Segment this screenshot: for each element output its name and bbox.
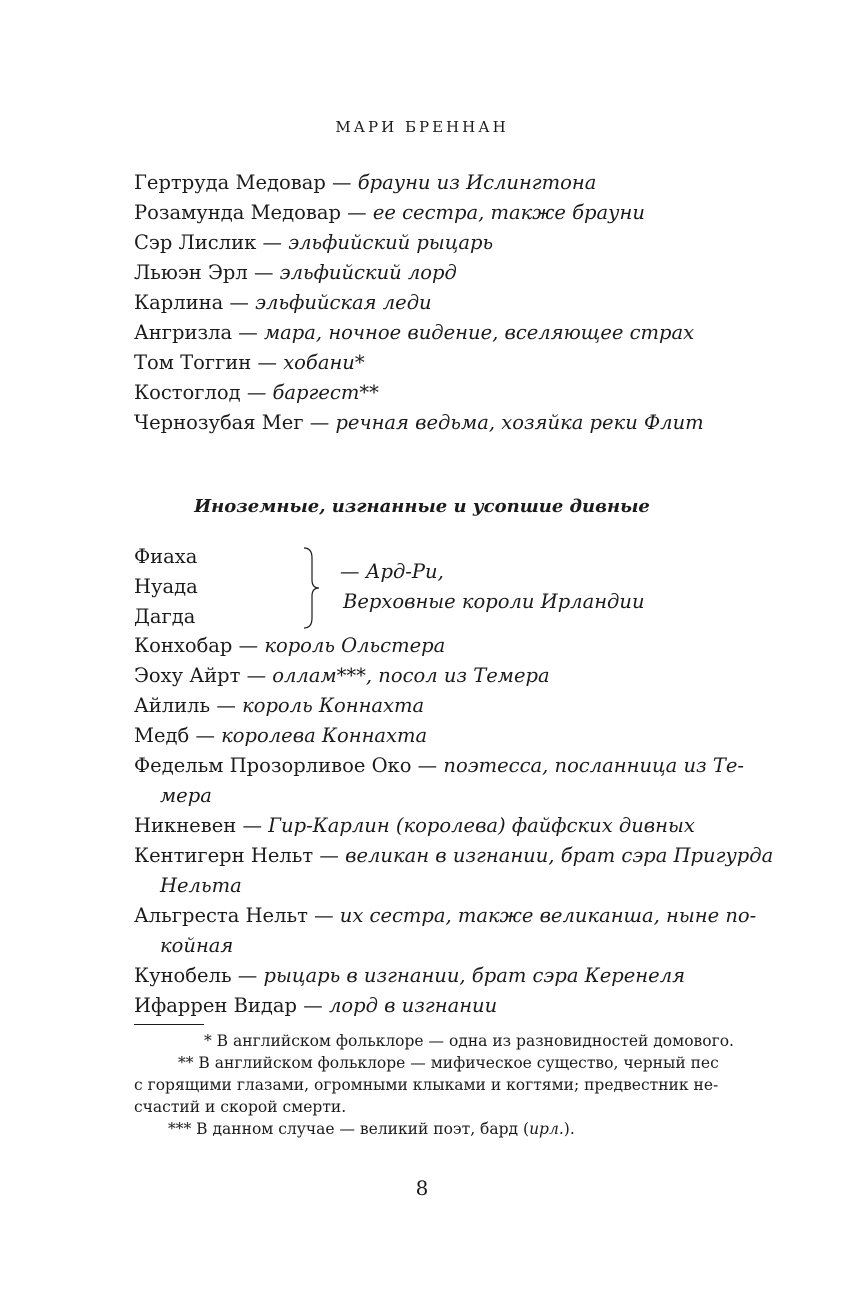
page-number: 8 — [415, 1176, 429, 1200]
character-name: Эоху Айрт — — [134, 664, 273, 687]
character-description: эльфийский лорд — [279, 261, 457, 284]
running-header: МАРИ БРЕННАН — [335, 118, 509, 136]
character-name: Гертруда Медовар — — [134, 171, 358, 194]
group-name: Фиаха — [134, 545, 198, 568]
list-item — [134, 631, 774, 661]
character-description: мара, ночное видение, вселяющее страх — [264, 321, 695, 344]
character-description: королева Коннахта — [221, 724, 428, 747]
character-description: их сестра, также великанша, ныне по- — [339, 904, 757, 927]
list-item — [134, 198, 774, 228]
character-name: Медб — — [134, 724, 222, 747]
group-name: Дагда — [134, 605, 196, 628]
group-desc-line: — Ард-Ри, — [340, 560, 444, 583]
group-name: Нуада — [134, 575, 198, 598]
footnotes — [134, 1030, 750, 1140]
section-title: Иноземные, изгнанные и усопшие дивные — [194, 496, 650, 517]
list-item — [134, 811, 774, 841]
list-item — [134, 288, 774, 318]
character-description: великан в изгнании, брат сэра Пригурда — [345, 844, 774, 867]
character-description: мера — [160, 784, 212, 807]
character-name: Том Тоггин — — [134, 351, 284, 374]
character-name: Ифаррен Видар — — [134, 994, 329, 1017]
character-description: поэтесса, посланница из Те- — [443, 754, 744, 777]
list-item — [134, 168, 774, 198]
list-item — [134, 661, 774, 691]
character-description: ее сестра, также брауни — [372, 201, 645, 224]
character-description: оллам***, посол из Темера — [272, 664, 550, 687]
character-description: король Ольстера — [264, 634, 446, 657]
list-item — [134, 258, 774, 288]
character-name: Альгреста Нельт — — [134, 904, 340, 927]
character-name: Костоглод — — [134, 381, 273, 404]
footnote-2-cont: счастий и скорой смерти. — [134, 1098, 347, 1116]
group-desc-line: Верховные короли Ирландии — [343, 590, 645, 613]
footnote-3-abbr: ирл. — [529, 1120, 564, 1138]
character-name: Чернозубая Мег — — [134, 411, 336, 434]
list-item — [134, 228, 774, 258]
footnote-3-end: ). — [563, 1120, 575, 1138]
character-description: эльфийская леди — [255, 291, 432, 314]
character-name: Ангризла — — [134, 321, 265, 344]
character-description: брауни из Ислингтона — [357, 171, 597, 194]
character-name: Никневен — — [134, 814, 269, 837]
list-item — [134, 721, 774, 751]
character-description: Гир-Карлин (королева) файфских дивных — [268, 814, 695, 837]
list-item — [134, 901, 774, 931]
footnote-3-text: *** В данном случае — великий поэт, бард ( — [168, 1120, 530, 1138]
list-item — [134, 751, 774, 781]
character-name: Сэр Лислик — — [134, 231, 289, 254]
footnote-2-cont: с горящими глазами, огромными клыками и когтями; предвестник не- — [134, 1076, 719, 1094]
character-name: Карлина — — [134, 291, 256, 314]
list-item — [134, 348, 774, 378]
character-description: Нельта — [160, 874, 242, 897]
list-item-continuation — [134, 781, 774, 811]
character-name: Айлиль — — [134, 694, 243, 717]
footnote-2: ** В английском фольклоре — мифическое существо, черный пес — [178, 1054, 719, 1072]
character-name: Кунобель — — [134, 964, 264, 987]
character-list-2 — [134, 631, 774, 1021]
character-name: Льюэн Эрл — — [134, 261, 280, 284]
character-name: Федельм Прозорливое Око — — [134, 754, 444, 777]
grouped-names — [134, 542, 198, 632]
list-item — [134, 378, 774, 408]
character-description: баргест** — [272, 381, 379, 404]
character-description: хобани* — [283, 351, 365, 374]
character-description: эльфийский рыцарь — [288, 231, 494, 254]
footnote-1: * В английском фольклоре — одна из разновидностей домового. — [204, 1032, 734, 1050]
list-item-continuation — [134, 871, 774, 901]
list-item-continuation — [134, 931, 774, 961]
footnote-3 — [134, 1118, 750, 1140]
character-list-1 — [134, 168, 774, 438]
list-item — [134, 318, 774, 348]
footnote-rule — [134, 1024, 204, 1025]
curly-brace-icon — [300, 546, 324, 630]
list-item — [134, 841, 774, 871]
list-item — [134, 408, 774, 438]
character-description: койная — [160, 934, 234, 957]
character-description: рыцарь в изгнании, брат сэра Керенеля — [263, 964, 686, 987]
character-description: речная ведьма, хозяйка реки Флит — [335, 411, 704, 434]
list-item — [134, 691, 774, 721]
list-item — [134, 961, 774, 991]
group-description — [340, 557, 645, 617]
character-name: Кентигерн Нельт — — [134, 844, 346, 867]
character-description: лорд в изгнании — [328, 994, 498, 1017]
character-name: Конхобар — — [134, 634, 265, 657]
character-name: Розамунда Медовар — — [134, 201, 373, 224]
list-item — [134, 991, 774, 1021]
character-description: король Коннахта — [242, 694, 425, 717]
